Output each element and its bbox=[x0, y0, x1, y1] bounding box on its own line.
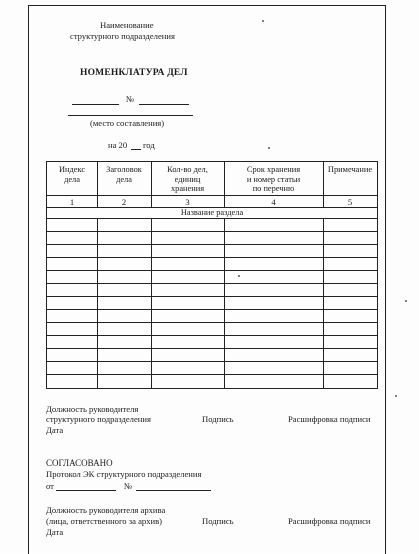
head-position-line2: структурного подразделения bbox=[46, 414, 151, 424]
document-title: НОМЕНКЛАТУРА ДЕЛ bbox=[80, 68, 188, 78]
column-header-note: Примечание bbox=[327, 165, 373, 174]
section-title: Название раздела bbox=[180, 208, 244, 217]
scan-speck bbox=[268, 147, 270, 149]
column-number: 2 bbox=[121, 197, 127, 207]
decryption-label-2: Расшифровка подписи bbox=[288, 516, 371, 526]
archive-head-line2: (лица, ответственного за архив) bbox=[46, 516, 163, 526]
table-row-divider bbox=[47, 348, 377, 349]
agreed-label: СОГЛАСОВАНО bbox=[46, 458, 113, 468]
protocol-date-blank bbox=[56, 490, 116, 491]
scan-speck bbox=[405, 300, 407, 302]
year-blank bbox=[131, 149, 141, 150]
table-row-divider bbox=[47, 309, 377, 310]
column-number: 1 bbox=[69, 197, 75, 207]
table-row-divider bbox=[47, 361, 377, 362]
column-header-quantity: Кол-во дел, единиц хранения bbox=[167, 165, 208, 193]
protocol-number-blank bbox=[136, 490, 211, 491]
year-suffix: год bbox=[143, 140, 155, 150]
number-sign: № bbox=[126, 94, 135, 104]
nomenclature-table bbox=[46, 161, 378, 389]
table-row-divider bbox=[47, 374, 377, 375]
table-row-divider bbox=[47, 322, 377, 323]
protocol-number-sign: № bbox=[124, 481, 133, 491]
number-blank bbox=[139, 104, 189, 105]
date-blank bbox=[72, 104, 119, 105]
decryption-label: Расшифровка подписи bbox=[288, 414, 371, 424]
from-label: от bbox=[46, 481, 54, 491]
column-number: 4 bbox=[271, 197, 276, 207]
table-row-divider bbox=[47, 283, 377, 284]
table-row-divider bbox=[47, 335, 377, 336]
head-position-line1: Должность руководителя bbox=[46, 404, 139, 414]
column-number: 3 bbox=[185, 197, 190, 207]
table-row-divider bbox=[47, 257, 377, 258]
place-caption: (место составления) bbox=[90, 118, 165, 128]
org-name-line1: Наименование bbox=[100, 20, 154, 30]
protocol-label: Протокол ЭК структурного подразделения bbox=[46, 469, 202, 479]
date-label: Дата bbox=[46, 425, 64, 435]
signature-label: Подпись bbox=[202, 414, 234, 424]
column-header-retention: Срок хранения и номер статьи по перечню bbox=[246, 165, 301, 193]
column-header-index: Индекс дела bbox=[58, 165, 86, 184]
header-divider bbox=[47, 195, 377, 196]
table-row-divider bbox=[47, 244, 377, 245]
table-row-divider bbox=[47, 231, 377, 232]
scan-speck bbox=[395, 395, 397, 397]
table-row-divider bbox=[47, 270, 377, 271]
section-divider bbox=[47, 218, 377, 219]
scan-speck bbox=[238, 275, 240, 277]
table-row-divider bbox=[47, 296, 377, 297]
year-prefix: на 20 bbox=[108, 140, 128, 150]
place-blank bbox=[68, 115, 193, 116]
column-number: 5 bbox=[347, 197, 353, 207]
signature-label-2: Подпись bbox=[202, 516, 234, 526]
column-header-title: Заголовок дела bbox=[106, 165, 142, 184]
scan-speck bbox=[262, 20, 264, 22]
org-name-line2: структурного подразделения bbox=[70, 31, 175, 41]
archive-head-line1: Должность руководителя архива bbox=[46, 505, 166, 515]
date-label-2: Дата bbox=[46, 527, 64, 537]
